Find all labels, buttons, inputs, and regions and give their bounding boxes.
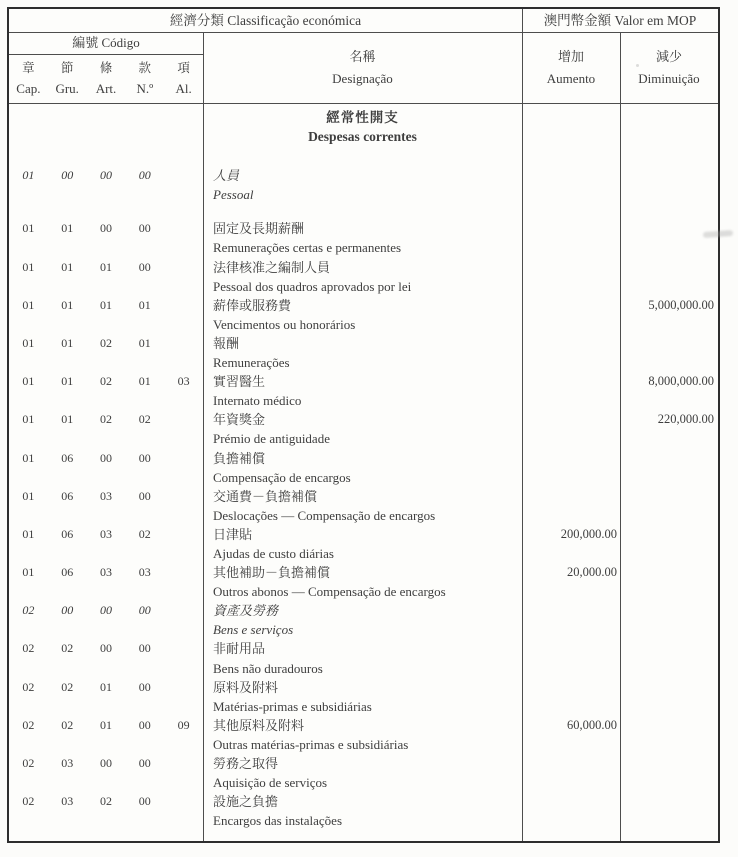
code-art-value: 00 [99, 168, 112, 183]
table-rows [9, 166, 718, 830]
code-gru-value: 03 [61, 794, 74, 809]
designation-cell [213, 678, 518, 716]
code-al-value [164, 449, 203, 468]
code-al-value [164, 563, 203, 582]
code-art-value: 01 [99, 679, 112, 694]
designation-cell [213, 716, 518, 754]
header-designation-zh: 名稱 [349, 48, 376, 64]
code-cap-value: 01 [22, 168, 35, 183]
code-art-value: 01 [99, 297, 112, 312]
designation-zh: 勞務之取得 [213, 756, 279, 771]
code-al-value [164, 334, 203, 353]
code-gru-value: 01 [61, 221, 74, 236]
code-cells [9, 258, 203, 277]
code-col-cap [9, 54, 48, 103]
code-al-value [164, 601, 203, 620]
designation-cell [213, 639, 518, 677]
code-col-art-zh: 條 [99, 61, 113, 75]
code-cap-value: 01 [22, 412, 35, 427]
section-title-pt: Despesas correntes [308, 129, 417, 145]
designation-cell [213, 372, 518, 410]
code-gru-value: 02 [61, 717, 74, 732]
amount-diminuicao: 220,000.00 [657, 412, 714, 427]
header-aumento-pt: Aumento [546, 70, 596, 86]
header-aumento-zh: 增加 [557, 48, 584, 64]
table-row [9, 678, 718, 716]
designation-zh: 原料及附料 [213, 679, 279, 695]
designation-zh: 非耐用品 [213, 641, 266, 657]
code-cells [9, 792, 203, 811]
designation-pt: Bens não duradouros [213, 660, 323, 676]
designation-zh: 薪俸或服務費 [213, 297, 292, 313]
code-n-value: 02 [138, 526, 151, 541]
code-gru-value: 01 [61, 259, 74, 274]
table-row [9, 410, 718, 448]
designation-cell [213, 296, 518, 334]
scan-artifact [703, 230, 733, 238]
scan-artifact [636, 64, 639, 67]
code-col-cap-pt: Cap. [16, 81, 41, 96]
code-n-value: 00 [138, 641, 151, 656]
code-cap-value: 02 [22, 679, 35, 694]
code-cap-value: 01 [22, 259, 35, 274]
table-row [9, 639, 718, 677]
code-cap-value: 02 [22, 794, 35, 809]
table-row [9, 334, 718, 372]
designation-zh: 資產及勞務 [213, 603, 279, 619]
table-row [9, 296, 718, 334]
code-n-value: 00 [138, 488, 151, 503]
designation-pt: Pessoal dos quadros aprovados por lei [213, 278, 412, 294]
section-title-zh: 經常性開支 [326, 110, 399, 125]
code-col-al [164, 54, 203, 103]
code-gru-value: 01 [61, 412, 74, 427]
table-body [9, 103, 718, 841]
designation-cell [213, 334, 518, 372]
code-col-cap-zh: 章 [22, 61, 35, 75]
code-art-value: 01 [99, 717, 112, 732]
table-row [9, 219, 718, 257]
code-gru-value: 02 [61, 679, 74, 694]
designation-pt: Remunerações certas e permanentes [213, 240, 402, 256]
designation-zh: 日津貼 [213, 526, 253, 542]
designation-pt: Remunerações [213, 355, 290, 371]
code-cap-value: 01 [22, 526, 35, 541]
table-row [9, 792, 718, 830]
code-art-value: 02 [99, 794, 112, 809]
code-cells [9, 487, 203, 506]
section-title [203, 108, 522, 146]
code-gru-value: 06 [61, 565, 74, 580]
table-row [9, 716, 718, 754]
code-n-value: 00 [138, 259, 151, 274]
code-gru-value: 00 [61, 603, 74, 618]
code-n-value: 03 [138, 565, 151, 580]
code-art-value: 03 [99, 565, 112, 580]
code-n-value: 00 [138, 168, 151, 183]
table-row [9, 372, 718, 410]
designation-zh: 固定及長期薪酬 [213, 221, 305, 237]
code-cells [9, 678, 203, 697]
code-gru-value: 01 [61, 374, 74, 389]
designation-pt: Deslocações — Compensação de encargos [213, 507, 436, 523]
code-n-value: 00 [138, 603, 151, 618]
code-cells [9, 334, 203, 353]
code-cells [9, 166, 203, 185]
code-cells [9, 219, 203, 238]
code-art-value: 00 [99, 641, 112, 656]
designation-pt: Outros abonos — Compensação de encargos [213, 584, 446, 600]
code-col-n [125, 54, 164, 103]
designation-zh: 法律核准之編制人員 [213, 259, 331, 275]
code-cap-value: 01 [22, 488, 35, 503]
header-economic-classification: 經濟分類 Classificação económica [169, 13, 362, 28]
table-row [9, 258, 718, 296]
designation-cell [213, 525, 518, 563]
header-value-mop: 澳門幣金額 Valor em MOP [543, 13, 697, 28]
code-cap-value: 01 [22, 297, 35, 312]
code-col-art-pt: Art. [95, 81, 117, 96]
code-gru-value: 01 [61, 335, 74, 350]
code-cap-value: 01 [22, 335, 35, 350]
code-art-value: 01 [99, 259, 112, 274]
designation-cell [213, 754, 518, 792]
designation-cell [213, 792, 518, 830]
designation-pt: Outras matérias-primas e subsidiárias [213, 736, 409, 752]
code-col-n-zh: 款 [138, 61, 152, 75]
code-gru-value: 06 [61, 488, 74, 503]
designation-cell [213, 563, 518, 601]
designation-zh: 設施之負擔 [213, 794, 279, 810]
designation-pt: Compensação de encargos [213, 469, 351, 485]
header-diminuicao [620, 32, 718, 103]
designation-pt: Vencimentos ou honorários [213, 316, 356, 332]
designation-cell [213, 487, 518, 525]
designation-cell [213, 166, 518, 204]
code-gru-value: 06 [61, 526, 74, 541]
designation-pt: Matérias-primas e subsidiárias [213, 698, 372, 714]
code-gru-value: 01 [61, 297, 74, 312]
code-col-n-pt: N.º [136, 81, 154, 96]
header-diminuicao-zh: 減少 [655, 48, 682, 64]
code-col-gru [48, 54, 87, 103]
code-art-value: 00 [99, 603, 112, 618]
designation-cell [213, 601, 518, 639]
code-n-value: 01 [138, 374, 151, 389]
code-al-value [164, 639, 203, 658]
code-gru-value: 06 [61, 450, 74, 465]
designation-zh: 其他補助－負擔補償 [213, 565, 331, 581]
code-art-value: 02 [99, 335, 112, 350]
code-al-value [164, 410, 203, 429]
code-cells [9, 449, 203, 468]
code-n-value: 00 [138, 450, 151, 465]
code-n-value: 00 [138, 221, 151, 236]
designation-pt: Ajudas de custo diárias [213, 545, 334, 561]
code-al-value [164, 166, 203, 185]
code-al-value: 09 [177, 717, 190, 732]
code-al-value [164, 754, 203, 773]
code-n-value: 00 [138, 679, 151, 694]
header-aumento [522, 32, 620, 103]
code-al-value [164, 525, 203, 544]
code-n-value: 00 [138, 717, 151, 732]
designation-zh: 報酬 [213, 335, 240, 351]
designation-pt: Encargos das instalações [213, 813, 342, 829]
code-cells [9, 410, 203, 429]
code-cap-value: 02 [22, 717, 35, 732]
code-al-value [164, 678, 203, 697]
code-cells [9, 296, 203, 315]
designation-pt: Bens e serviços [213, 622, 294, 638]
amount-diminuicao: 8,000,000.00 [648, 374, 714, 389]
designation-zh: 實習醫生 [213, 374, 266, 390]
designation-zh: 年資獎金 [213, 412, 266, 428]
amount-aumento: 200,000.00 [560, 526, 617, 541]
code-col-al-zh: 項 [177, 61, 190, 75]
table-row [9, 525, 718, 563]
code-al-value [164, 487, 203, 506]
header-designation-pt: Designação [332, 70, 393, 86]
code-gru-value: 00 [61, 168, 74, 183]
budget-table [7, 7, 720, 843]
designation-pt: Aquisição de serviços [213, 775, 328, 791]
code-cells [9, 754, 203, 773]
header-designation [203, 32, 522, 103]
code-gru-value: 02 [61, 641, 74, 656]
header-code-columns [9, 54, 203, 103]
amount-aumento: 60,000.00 [567, 717, 617, 732]
designation-zh: 人員 [213, 168, 240, 184]
designation-zh: 交通費－負擔補償 [213, 488, 318, 504]
code-cap-value: 01 [22, 450, 35, 465]
code-cap-value: 01 [22, 221, 35, 236]
code-art-value: 03 [99, 488, 112, 503]
code-al-value [164, 792, 203, 811]
designation-pt: Pessoal [213, 187, 254, 203]
amount-aumento: 20,000.00 [567, 565, 617, 580]
designation-zh: 負擔補償 [213, 450, 266, 466]
code-cells [9, 716, 203, 735]
header-diminuicao-pt: Diminuição [638, 70, 700, 86]
table-row [9, 487, 718, 525]
designation-cell [213, 258, 518, 296]
code-cap-value: 02 [22, 641, 35, 656]
code-n-value: 01 [138, 335, 151, 350]
code-cap-value: 02 [22, 603, 35, 618]
designation-cell [213, 219, 518, 257]
code-cells [9, 639, 203, 658]
code-cap-value: 01 [22, 565, 35, 580]
code-gru-value: 03 [61, 756, 74, 770]
code-cells [9, 601, 203, 620]
code-cap-value: 01 [22, 374, 35, 389]
designation-zh: 其他原料及附料 [213, 717, 305, 733]
code-al-value [164, 296, 203, 315]
code-n-value: 01 [138, 297, 151, 312]
code-cells [9, 525, 203, 544]
code-al-value [164, 258, 203, 277]
table-row [9, 601, 718, 639]
code-n-value: 00 [138, 756, 151, 770]
code-art-value: 00 [99, 756, 112, 770]
code-art-value: 03 [99, 526, 112, 541]
code-cap-value: 02 [22, 756, 35, 770]
code-al-value [164, 219, 203, 238]
code-n-value: 02 [138, 412, 151, 427]
code-art-value: 02 [99, 374, 112, 389]
code-col-gru-zh: 節 [60, 61, 74, 75]
code-col-art [87, 54, 126, 103]
code-col-gru-pt: Gru. [55, 81, 79, 96]
table-row [9, 166, 718, 204]
table-row [9, 563, 718, 601]
code-art-value: 00 [99, 221, 112, 236]
code-cells [9, 372, 203, 391]
designation-cell [213, 410, 518, 448]
code-n-value: 00 [138, 794, 151, 809]
table-row [9, 449, 718, 487]
designation-pt: Prémio de antiguidade [213, 431, 330, 447]
code-cells [9, 563, 203, 582]
header-codigo: 編號 Código [72, 35, 140, 50]
designation-pt: Internato médico [213, 393, 302, 409]
code-col-al-pt: Al. [175, 81, 192, 96]
table-row [9, 754, 718, 792]
code-al-value: 03 [177, 374, 190, 389]
code-art-value: 00 [99, 450, 112, 465]
designation-cell [213, 449, 518, 487]
code-art-value: 02 [99, 412, 112, 427]
amount-diminuicao: 5,000,000.00 [648, 297, 714, 312]
